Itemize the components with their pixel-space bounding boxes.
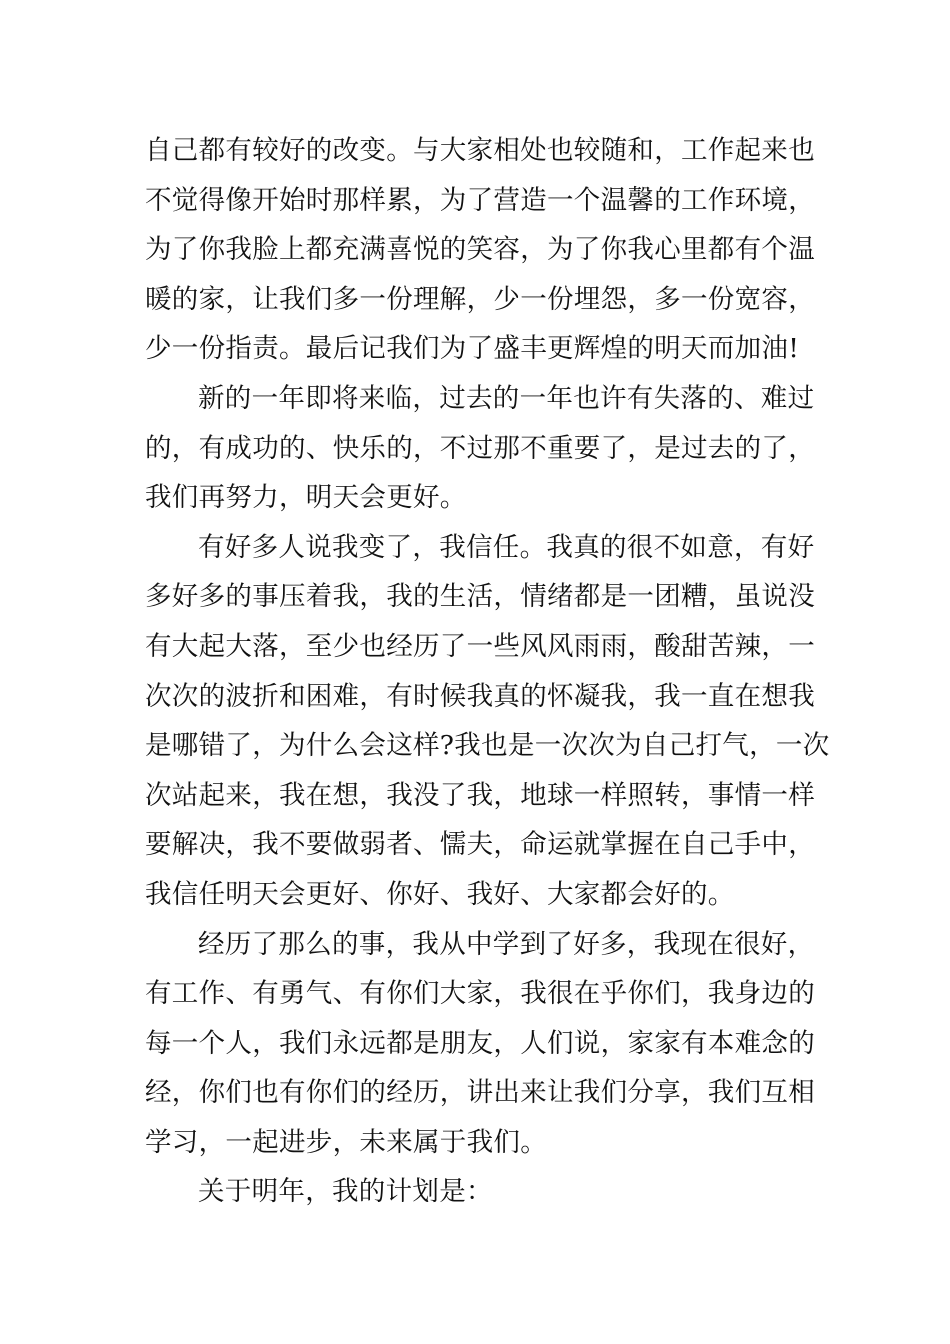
text-line: 是哪错了，为什么会这样?我也是一次次为自己打气，一次 [145,730,830,762]
text-line: 学习，一起进步，未来属于我们。 [145,1126,547,1158]
text-line: 次站起来，我在想，我没了我，地球一样照转，事情一样 [145,779,815,811]
text-line: 我们再努力，明天会更好。 [145,482,467,514]
text-line: 新的一年即将来临，过去的一年也许有失落的、难过 [198,382,815,414]
text-line: 经历了那么的事，我从中学到了好多，我现在很好， [198,928,815,960]
text-line: 关于明年，我的计划是： [198,1176,493,1208]
text-line: 经，你们也有你们的经历，讲出来让我们分享，我们互相 [145,1077,815,1109]
paragraph-4 [145,920,815,1168]
text-line: 少一份指责。最后记我们为了盛丰更辉煌的明天而加油! [145,333,800,365]
paragraph-3 [145,523,830,920]
paragraph-5 [145,1167,815,1217]
text-line: 次次的波折和困难，有时候我真的怀凝我，我一直在想我 [145,680,815,712]
text-line: 多好多的事压着我，我的生活，情绪都是一团糟，虽说没 [145,581,815,613]
text-line: 不觉得像开始时那样累，为了营造一个温馨的工作环境， [145,184,815,216]
text-line: 暖的家，让我们多一份理解，少一份埋怨，多一份宽容， [145,283,815,315]
text-line: 的，有成功的、快乐的，不过那不重要了，是过去的了， [145,432,815,464]
text-line: 自己都有较好的改变。与大家相处也较随和，工作起来也 [145,135,815,166]
text-line: 每一个人，我们永远都是朋友，人们说，家家有本难念的 [145,1027,815,1059]
text-line: 要解决，我不要做弱者、懦夫，命运就掌握在自己手中， [145,829,815,861]
paragraph-2 [145,374,815,523]
text-line: 有大起大落，至少也经历了一些风风雨雨，酸甜苦辣，一 [145,630,815,662]
paragraph-1 [145,126,815,374]
text-line: 有工作、有勇气、有你们大家，我很在乎你们，我身边的 [145,978,815,1010]
text-line: 我信任明天会更好、你好、我好、大家都会好的。 [145,878,735,910]
text-line: 有好多人说我变了，我信任。我真的很不如意，有好 [198,531,815,563]
text-line: 为了你我脸上都充满喜悦的笑容，为了你我心里都有个温 [145,234,815,266]
body-text [145,126,830,1217]
